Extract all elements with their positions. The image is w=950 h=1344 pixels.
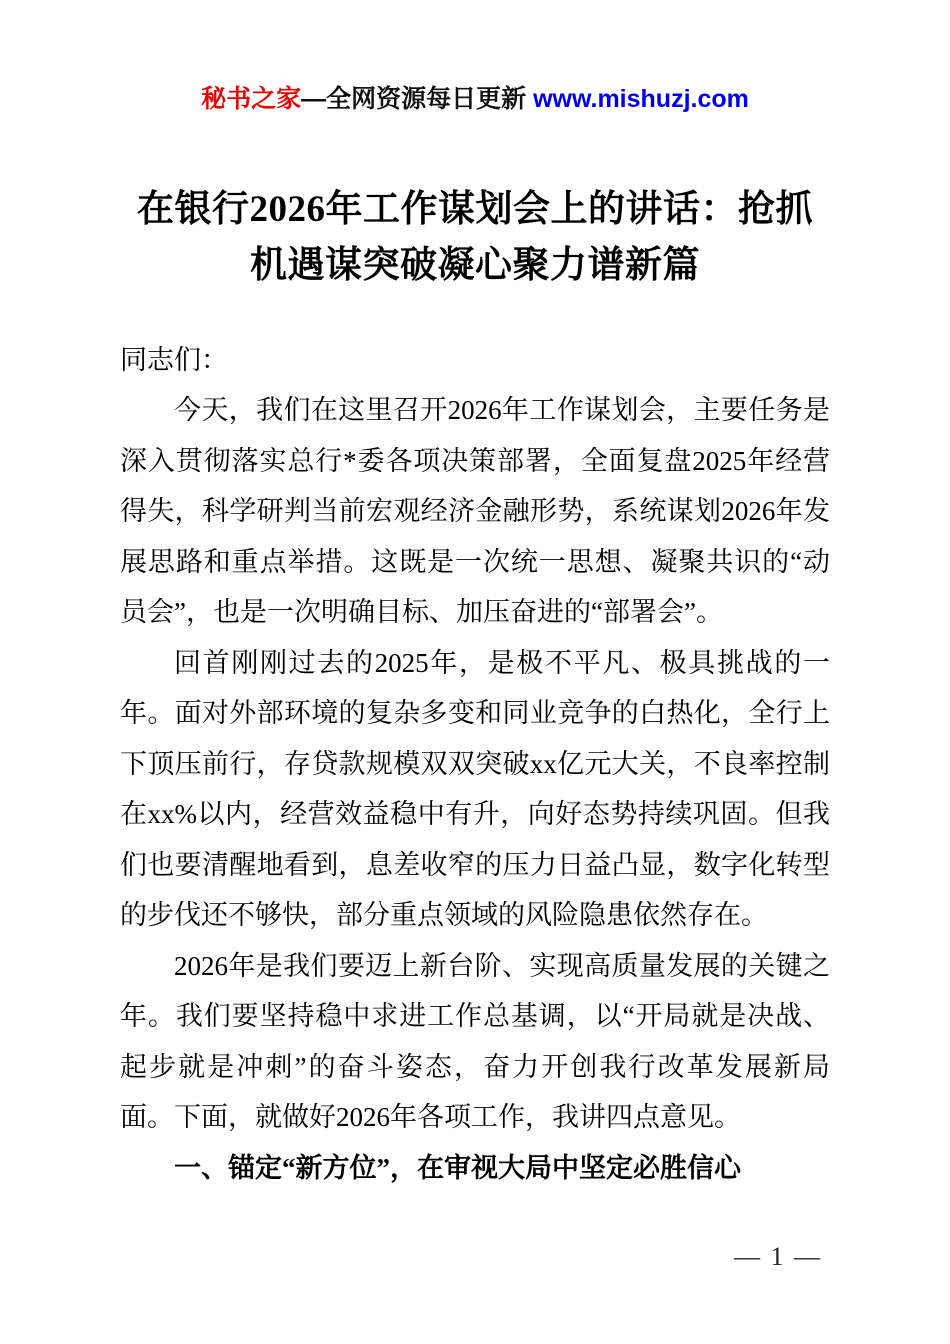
paragraph: 2026年是我们要迈上新台阶、实现高质量发展的关键之年。我们要坚持稳中求进工作总基调，以“开局就是决战、起步就是冲刺”的奋斗姿态，奋力开创我行改革发展新局面。下面，就做好2026年各项工作，我讲四点意见。 bbox=[120, 950, 830, 1133]
document-body bbox=[120, 335, 830, 1193]
document-title: 在银行2026年工作谋划会上的讲话：抢抓机遇谋突破凝心聚力谱新篇 bbox=[137, 189, 813, 286]
page-footer bbox=[734, 1242, 822, 1272]
paragraph: 今天，我们在这里召开2026年工作谋划会，主要任务是深入贯彻落实总行*委各项决策部署，全面复盘2025年经营得失，科学研判当前宏观经济金融形势，系统谋划2026年发展思路和重点举措。这既是一次统一思想、凝聚共识的“动员会”，也是一次明确目标、加压奋进的“部署会”。 bbox=[120, 395, 830, 628]
site-brand: 秘书之家 bbox=[201, 85, 302, 113]
page-number: — 1 — bbox=[734, 1242, 822, 1271]
site-url-link[interactable]: www.mishuzj.com bbox=[533, 85, 749, 113]
site-header bbox=[120, 82, 830, 116]
site-tagline: —全网资源每日更新 bbox=[301, 85, 534, 113]
paragraph: 回首刚刚过去的2025年，是极不平凡、极具挑战的一年。面对外部环境的复杂多变和同业竞争的白热化，全行上下顶压前行，存贷款规模双双突破xx亿元大关，不良率控制在xx%以内，经营效益稳中有升，向好态势持续巩固。但我们也要清醒地看到，息差收窄的压力日益凸显，数字化转型的步伐还不够快，部分重点领域的风险隐患依然存在。 bbox=[120, 647, 830, 931]
paragraph: 一、锚定“新方位”，在审视大局中坚定必胜信心 bbox=[174, 1152, 741, 1183]
paragraph: 同志们： bbox=[120, 345, 228, 375]
